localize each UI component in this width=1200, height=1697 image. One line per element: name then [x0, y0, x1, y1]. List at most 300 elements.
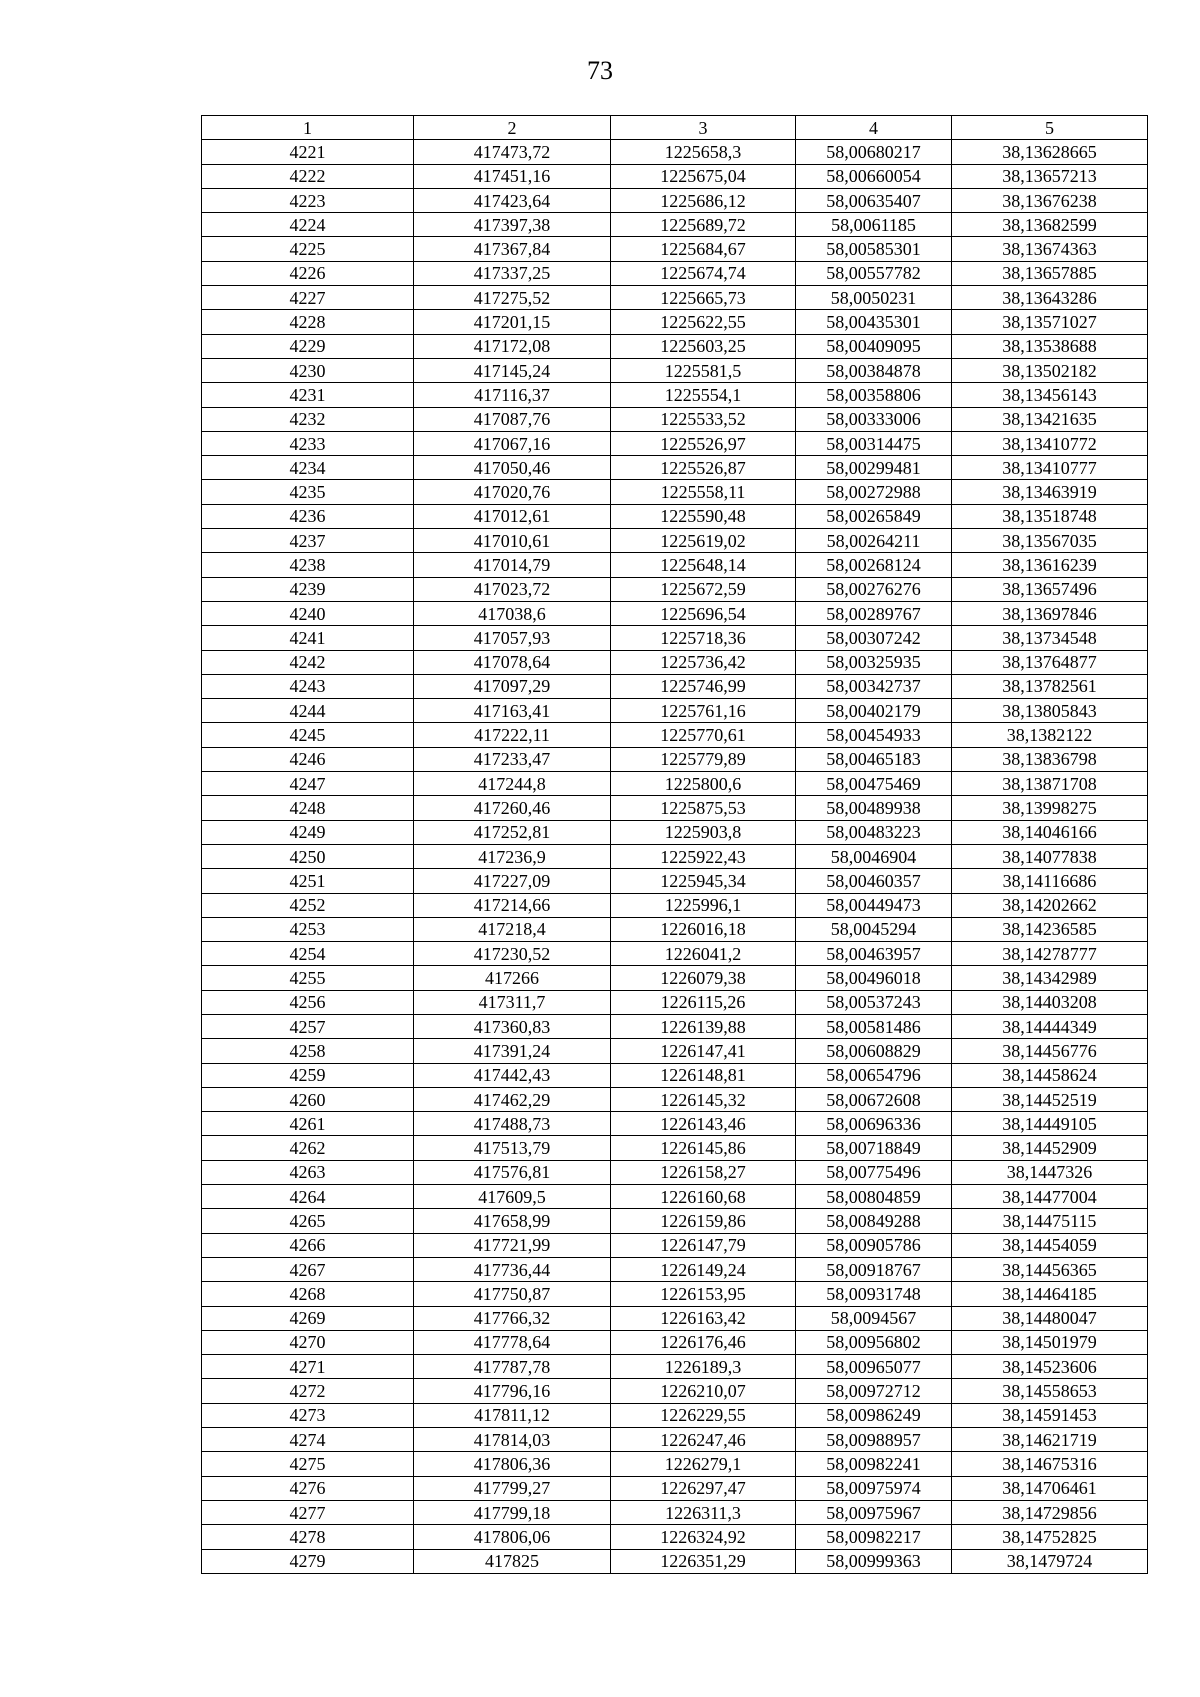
table-row — [202, 699, 1148, 723]
table-cell: 1225696,54 — [611, 601, 796, 625]
table-cell: 1226311,3 — [611, 1500, 796, 1524]
table-cell: 38,13463919 — [952, 480, 1148, 504]
table-cell: 417766,32 — [414, 1306, 611, 1330]
table-row — [202, 237, 1148, 261]
table-cell: 1225554,1 — [611, 383, 796, 407]
table-cell: 38,13410772 — [952, 431, 1148, 455]
table-cell: 1226160,68 — [611, 1185, 796, 1209]
table-cell: 1226163,42 — [611, 1306, 796, 1330]
table-cell: 1225761,16 — [611, 699, 796, 723]
table-cell: 58,00585301 — [796, 237, 952, 261]
table-cell: 1225779,89 — [611, 747, 796, 771]
table-cell: 417367,84 — [414, 237, 611, 261]
table-cell: 1226016,18 — [611, 917, 796, 941]
table-cell: 58,00358806 — [796, 383, 952, 407]
page-number: 73 — [587, 56, 613, 85]
table-row — [202, 529, 1148, 553]
table-row — [202, 747, 1148, 771]
table-cell: 4236 — [202, 504, 414, 528]
column-header: 3 — [611, 116, 796, 140]
table-cell: 1225686,12 — [611, 188, 796, 212]
table-cell: 417010,61 — [414, 529, 611, 553]
table-cell: 4237 — [202, 529, 414, 553]
table-cell: 38,13571027 — [952, 310, 1148, 334]
table-row — [202, 626, 1148, 650]
table-row — [202, 1112, 1148, 1136]
table-cell: 417778,64 — [414, 1330, 611, 1354]
table-row — [202, 310, 1148, 334]
table-cell: 4235 — [202, 480, 414, 504]
table-cell: 38,14501979 — [952, 1330, 1148, 1354]
table-cell: 1226324,92 — [611, 1525, 796, 1549]
table-cell: 58,00931748 — [796, 1282, 952, 1306]
table-cell: 1226041,2 — [611, 942, 796, 966]
table-cell: 1226189,3 — [611, 1355, 796, 1379]
table-cell: 58,00956802 — [796, 1330, 952, 1354]
table-cell: 1225875,53 — [611, 796, 796, 820]
table-row — [202, 358, 1148, 382]
table-cell: 4266 — [202, 1233, 414, 1257]
table-cell: 38,14464185 — [952, 1282, 1148, 1306]
table-row — [202, 407, 1148, 431]
table-cell: 1225672,59 — [611, 577, 796, 601]
table-cell: 38,14477004 — [952, 1185, 1148, 1209]
table-cell: 1225533,52 — [611, 407, 796, 431]
table-cell: 38,13628665 — [952, 140, 1148, 164]
table-cell: 58,00325935 — [796, 650, 952, 674]
table-row — [202, 140, 1148, 164]
table-row — [202, 1330, 1148, 1354]
table-cell: 58,00537243 — [796, 990, 952, 1014]
table-cell: 58,00475469 — [796, 772, 952, 796]
table-cell: 1226158,27 — [611, 1160, 796, 1184]
table-cell: 58,00264211 — [796, 529, 952, 553]
table-cell: 417462,29 — [414, 1087, 611, 1111]
table-cell: 38,14480047 — [952, 1306, 1148, 1330]
table-cell: 4247 — [202, 772, 414, 796]
table-cell: 417750,87 — [414, 1282, 611, 1306]
table-cell: 1226115,26 — [611, 990, 796, 1014]
table-cell: 58,00988957 — [796, 1428, 952, 1452]
table-cell: 38,13567035 — [952, 529, 1148, 553]
table-cell: 1225718,36 — [611, 626, 796, 650]
table-cell: 1225590,48 — [611, 504, 796, 528]
table-row — [202, 1039, 1148, 1063]
table-cell: 417488,73 — [414, 1112, 611, 1136]
table-cell: 4250 — [202, 844, 414, 868]
table-cell: 38,14116686 — [952, 869, 1148, 893]
table-cell: 417814,03 — [414, 1428, 611, 1452]
table-cell: 38,14342989 — [952, 966, 1148, 990]
table-cell: 417799,18 — [414, 1500, 611, 1524]
table-cell: 38,14046166 — [952, 820, 1148, 844]
table-cell: 38,13410777 — [952, 456, 1148, 480]
table-cell: 4276 — [202, 1476, 414, 1500]
table-row — [202, 1476, 1148, 1500]
table-cell: 58,00999363 — [796, 1549, 952, 1573]
table-cell: 417576,81 — [414, 1160, 611, 1184]
table-row — [202, 213, 1148, 237]
table-row — [202, 577, 1148, 601]
table-cell: 4232 — [202, 407, 414, 431]
table-cell: 417311,7 — [414, 990, 611, 1014]
table-cell: 38,13764877 — [952, 650, 1148, 674]
table-cell: 4221 — [202, 140, 414, 164]
table-cell: 38,13421635 — [952, 407, 1148, 431]
table-cell: 38,14675316 — [952, 1452, 1148, 1476]
table-cell: 4271 — [202, 1355, 414, 1379]
table-cell: 58,00460357 — [796, 869, 952, 893]
table-row — [202, 966, 1148, 990]
table-cell: 417116,37 — [414, 383, 611, 407]
table-cell: 417721,99 — [414, 1233, 611, 1257]
table-row — [202, 796, 1148, 820]
table-cell: 38,13502182 — [952, 358, 1148, 382]
table-cell: 417050,46 — [414, 456, 611, 480]
table-row — [202, 261, 1148, 285]
table-cell: 38,14475115 — [952, 1209, 1148, 1233]
table-cell: 1226176,46 — [611, 1330, 796, 1354]
table-cell: 4229 — [202, 334, 414, 358]
table-cell: 1225945,34 — [611, 869, 796, 893]
table-cell: 38,14077838 — [952, 844, 1148, 868]
table-cell: 4239 — [202, 577, 414, 601]
table-cell: 417218,4 — [414, 917, 611, 941]
table-cell: 4267 — [202, 1257, 414, 1281]
table-row — [202, 1452, 1148, 1476]
table-cell: 58,00465183 — [796, 747, 952, 771]
table-row — [202, 1257, 1148, 1281]
table-row — [202, 1136, 1148, 1160]
table-cell: 58,00463957 — [796, 942, 952, 966]
table-cell: 4273 — [202, 1403, 414, 1427]
table-cell: 4263 — [202, 1160, 414, 1184]
table-cell: 58,00307242 — [796, 626, 952, 650]
table-cell: 417038,6 — [414, 601, 611, 625]
table-cell: 38,13871708 — [952, 772, 1148, 796]
table-cell: 38,13734548 — [952, 626, 1148, 650]
table-cell: 417811,12 — [414, 1403, 611, 1427]
table-cell: 58,00268124 — [796, 553, 952, 577]
table-cell: 4249 — [202, 820, 414, 844]
table-cell: 38,13697846 — [952, 601, 1148, 625]
table-cell: 4257 — [202, 1014, 414, 1038]
table-cell: 4244 — [202, 699, 414, 723]
table-cell: 1225581,5 — [611, 358, 796, 382]
table-row — [202, 1087, 1148, 1111]
table-row — [202, 456, 1148, 480]
table-row — [202, 869, 1148, 893]
table-cell: 58,00289767 — [796, 601, 952, 625]
table-row — [202, 553, 1148, 577]
table-row — [202, 480, 1148, 504]
table-cell: 1225526,97 — [611, 431, 796, 455]
column-header: 5 — [952, 116, 1148, 140]
table-cell: 38,14278777 — [952, 942, 1148, 966]
table-cell: 1226079,38 — [611, 966, 796, 990]
header-row — [202, 116, 1148, 140]
table-cell: 38,1382122 — [952, 723, 1148, 747]
table-cell: 1226148,81 — [611, 1063, 796, 1087]
table-cell: 38,1479724 — [952, 1549, 1148, 1573]
table-cell: 1225770,61 — [611, 723, 796, 747]
table-cell: 58,00635407 — [796, 188, 952, 212]
table-row — [202, 1306, 1148, 1330]
table-cell: 38,13676238 — [952, 188, 1148, 212]
table-cell: 38,14444349 — [952, 1014, 1148, 1038]
table-cell: 38,14202662 — [952, 893, 1148, 917]
table-cell: 4275 — [202, 1452, 414, 1476]
table-row — [202, 844, 1148, 868]
table-cell: 58,00557782 — [796, 261, 952, 285]
table-cell: 58,00299481 — [796, 456, 952, 480]
table-cell: 417266 — [414, 966, 611, 990]
table-cell: 417201,15 — [414, 310, 611, 334]
table-cell: 58,00454933 — [796, 723, 952, 747]
table-cell: 58,00402179 — [796, 699, 952, 723]
table-cell: 38,14452909 — [952, 1136, 1148, 1160]
table-cell: 38,14456365 — [952, 1257, 1148, 1281]
table-row — [202, 674, 1148, 698]
table-cell: 417397,38 — [414, 213, 611, 237]
table-cell: 38,14752825 — [952, 1525, 1148, 1549]
table-cell: 417078,64 — [414, 650, 611, 674]
table-cell: 38,13657213 — [952, 164, 1148, 188]
table-cell: 1225922,43 — [611, 844, 796, 868]
table-cell: 4226 — [202, 261, 414, 285]
table-cell: 417360,83 — [414, 1014, 611, 1038]
table-cell: 417227,09 — [414, 869, 611, 893]
table-cell: 58,00608829 — [796, 1039, 952, 1063]
table-cell: 58,00314475 — [796, 431, 952, 455]
column-header: 2 — [414, 116, 611, 140]
table-cell: 4242 — [202, 650, 414, 674]
table-cell: 58,00581486 — [796, 1014, 952, 1038]
table-cell: 38,14458624 — [952, 1063, 1148, 1087]
table-cell: 4268 — [202, 1282, 414, 1306]
table-cell: 417230,52 — [414, 942, 611, 966]
table-cell: 58,00483223 — [796, 820, 952, 844]
table-cell: 1225675,04 — [611, 164, 796, 188]
table-cell: 417799,27 — [414, 1476, 611, 1500]
table-cell: 1225684,67 — [611, 237, 796, 261]
table-cell: 1225800,6 — [611, 772, 796, 796]
table-cell: 1225736,42 — [611, 650, 796, 674]
table-cell: 417012,61 — [414, 504, 611, 528]
table-row — [202, 1160, 1148, 1184]
table-cell: 1225746,99 — [611, 674, 796, 698]
table-row — [202, 1063, 1148, 1087]
table-cell: 4279 — [202, 1549, 414, 1573]
table-cell: 4248 — [202, 796, 414, 820]
table-cell: 417337,25 — [414, 261, 611, 285]
table-cell: 1225658,3 — [611, 140, 796, 164]
table-cell: 58,00654796 — [796, 1063, 952, 1087]
table-cell: 1226153,95 — [611, 1282, 796, 1306]
table-cell: 58,00804859 — [796, 1185, 952, 1209]
table-cell: 4269 — [202, 1306, 414, 1330]
table-cell: 38,14236585 — [952, 917, 1148, 941]
table-cell: 38,13998275 — [952, 796, 1148, 820]
table-cell: 58,00449473 — [796, 893, 952, 917]
table-cell: 417609,5 — [414, 1185, 611, 1209]
table-cell: 1225903,8 — [611, 820, 796, 844]
table-cell: 1226147,79 — [611, 1233, 796, 1257]
table-cell: 4241 — [202, 626, 414, 650]
table-cell: 38,13657496 — [952, 577, 1148, 601]
table-cell: 417473,72 — [414, 140, 611, 164]
table-cell: 417787,78 — [414, 1355, 611, 1379]
table-cell: 58,00696336 — [796, 1112, 952, 1136]
table-cell: 1225648,14 — [611, 553, 796, 577]
table-cell: 58,0045294 — [796, 917, 952, 941]
table-cell: 4256 — [202, 990, 414, 1014]
table-row — [202, 1209, 1148, 1233]
table-cell: 4262 — [202, 1136, 414, 1160]
table-row — [202, 286, 1148, 310]
table-cell: 417658,99 — [414, 1209, 611, 1233]
table-cell: 417014,79 — [414, 553, 611, 577]
table-cell: 4231 — [202, 383, 414, 407]
table-row — [202, 504, 1148, 528]
table-cell: 4225 — [202, 237, 414, 261]
table-cell: 58,00276276 — [796, 577, 952, 601]
table-cell: 58,00982217 — [796, 1525, 952, 1549]
table-cell: 4265 — [202, 1209, 414, 1233]
table-row — [202, 893, 1148, 917]
table-row — [202, 601, 1148, 625]
table-cell: 58,00265849 — [796, 504, 952, 528]
table-cell: 4224 — [202, 213, 414, 237]
table-cell: 4258 — [202, 1039, 414, 1063]
table-cell: 4277 — [202, 1500, 414, 1524]
column-header: 1 — [202, 116, 414, 140]
table-row — [202, 164, 1148, 188]
table-cell: 417252,81 — [414, 820, 611, 844]
table-cell: 417275,52 — [414, 286, 611, 310]
table-cell: 58,0050231 — [796, 286, 952, 310]
table-cell: 38,14452519 — [952, 1087, 1148, 1111]
table-cell: 4255 — [202, 966, 414, 990]
table-cell: 4246 — [202, 747, 414, 771]
table-row — [202, 431, 1148, 455]
table-cell: 58,00489938 — [796, 796, 952, 820]
table-cell: 1225558,11 — [611, 480, 796, 504]
table-cell: 38,1447326 — [952, 1160, 1148, 1184]
table-row — [202, 334, 1148, 358]
table-cell: 4270 — [202, 1330, 414, 1354]
table-cell: 58,0094567 — [796, 1306, 952, 1330]
table-row — [202, 1379, 1148, 1403]
table-cell: 4227 — [202, 286, 414, 310]
table-row — [202, 1428, 1148, 1452]
table-cell: 38,14591453 — [952, 1403, 1148, 1427]
table-cell: 38,14621719 — [952, 1428, 1148, 1452]
table-cell: 417391,24 — [414, 1039, 611, 1063]
table-cell: 1225603,25 — [611, 334, 796, 358]
table-cell: 417233,47 — [414, 747, 611, 771]
table-cell: 58,00775496 — [796, 1160, 952, 1184]
table-cell: 4223 — [202, 188, 414, 212]
table-body — [202, 140, 1148, 1574]
table-cell: 58,00982241 — [796, 1452, 952, 1476]
table-cell: 38,14456776 — [952, 1039, 1148, 1063]
table-row — [202, 772, 1148, 796]
table-cell: 417172,08 — [414, 334, 611, 358]
table-cell: 417423,64 — [414, 188, 611, 212]
table-cell: 1226210,07 — [611, 1379, 796, 1403]
table-row — [202, 188, 1148, 212]
table-cell: 58,00975974 — [796, 1476, 952, 1500]
table-cell: 58,00975967 — [796, 1500, 952, 1524]
table-cell: 1226149,24 — [611, 1257, 796, 1281]
table-cell: 58,00986249 — [796, 1403, 952, 1427]
table-cell: 417020,76 — [414, 480, 611, 504]
table-cell: 417057,93 — [414, 626, 611, 650]
table-cell: 58,00272988 — [796, 480, 952, 504]
table-cell: 58,00849288 — [796, 1209, 952, 1233]
table-cell: 38,14523606 — [952, 1355, 1148, 1379]
table-cell: 1226297,47 — [611, 1476, 796, 1500]
table-row — [202, 1525, 1148, 1549]
table-cell: 4253 — [202, 917, 414, 941]
table-cell: 58,00333006 — [796, 407, 952, 431]
table-row — [202, 1233, 1148, 1257]
table-cell: 38,13836798 — [952, 747, 1148, 771]
table-cell: 1226145,32 — [611, 1087, 796, 1111]
table-cell: 38,13538688 — [952, 334, 1148, 358]
table-cell: 417806,36 — [414, 1452, 611, 1476]
table-cell: 417145,24 — [414, 358, 611, 382]
table-cell: 38,13682599 — [952, 213, 1148, 237]
table-cell: 1225619,02 — [611, 529, 796, 553]
table-cell: 417023,72 — [414, 577, 611, 601]
table-cell: 58,00672608 — [796, 1087, 952, 1111]
table-row — [202, 917, 1148, 941]
table-cell: 4272 — [202, 1379, 414, 1403]
table-cell: 1225665,73 — [611, 286, 796, 310]
table-cell: 58,00384878 — [796, 358, 952, 382]
table-cell: 417244,8 — [414, 772, 611, 796]
table-cell: 4254 — [202, 942, 414, 966]
table-cell: 4278 — [202, 1525, 414, 1549]
table-cell: 417067,16 — [414, 431, 611, 455]
table-cell: 417097,29 — [414, 674, 611, 698]
table-cell: 4228 — [202, 310, 414, 334]
table-cell: 417222,11 — [414, 723, 611, 747]
table-cell: 4261 — [202, 1112, 414, 1136]
table-cell: 417796,16 — [414, 1379, 611, 1403]
table-cell: 38,14454059 — [952, 1233, 1148, 1257]
table-cell: 38,14706461 — [952, 1476, 1148, 1500]
table-cell: 1226247,46 — [611, 1428, 796, 1452]
table-cell: 417806,06 — [414, 1525, 611, 1549]
table-cell: 38,13782561 — [952, 674, 1148, 698]
table-cell: 38,14403208 — [952, 990, 1148, 1014]
table-cell: 4222 — [202, 164, 414, 188]
table-cell: 1226145,86 — [611, 1136, 796, 1160]
table-cell: 58,0046904 — [796, 844, 952, 868]
table-cell: 1226229,55 — [611, 1403, 796, 1427]
table-cell: 417260,46 — [414, 796, 611, 820]
table-cell: 38,13643286 — [952, 286, 1148, 310]
table-cell: 38,14729856 — [952, 1500, 1148, 1524]
table-cell: 58,00496018 — [796, 966, 952, 990]
table-cell: 417736,44 — [414, 1257, 611, 1281]
table-cell: 417513,79 — [414, 1136, 611, 1160]
table-cell: 417163,41 — [414, 699, 611, 723]
table-cell: 4230 — [202, 358, 414, 382]
